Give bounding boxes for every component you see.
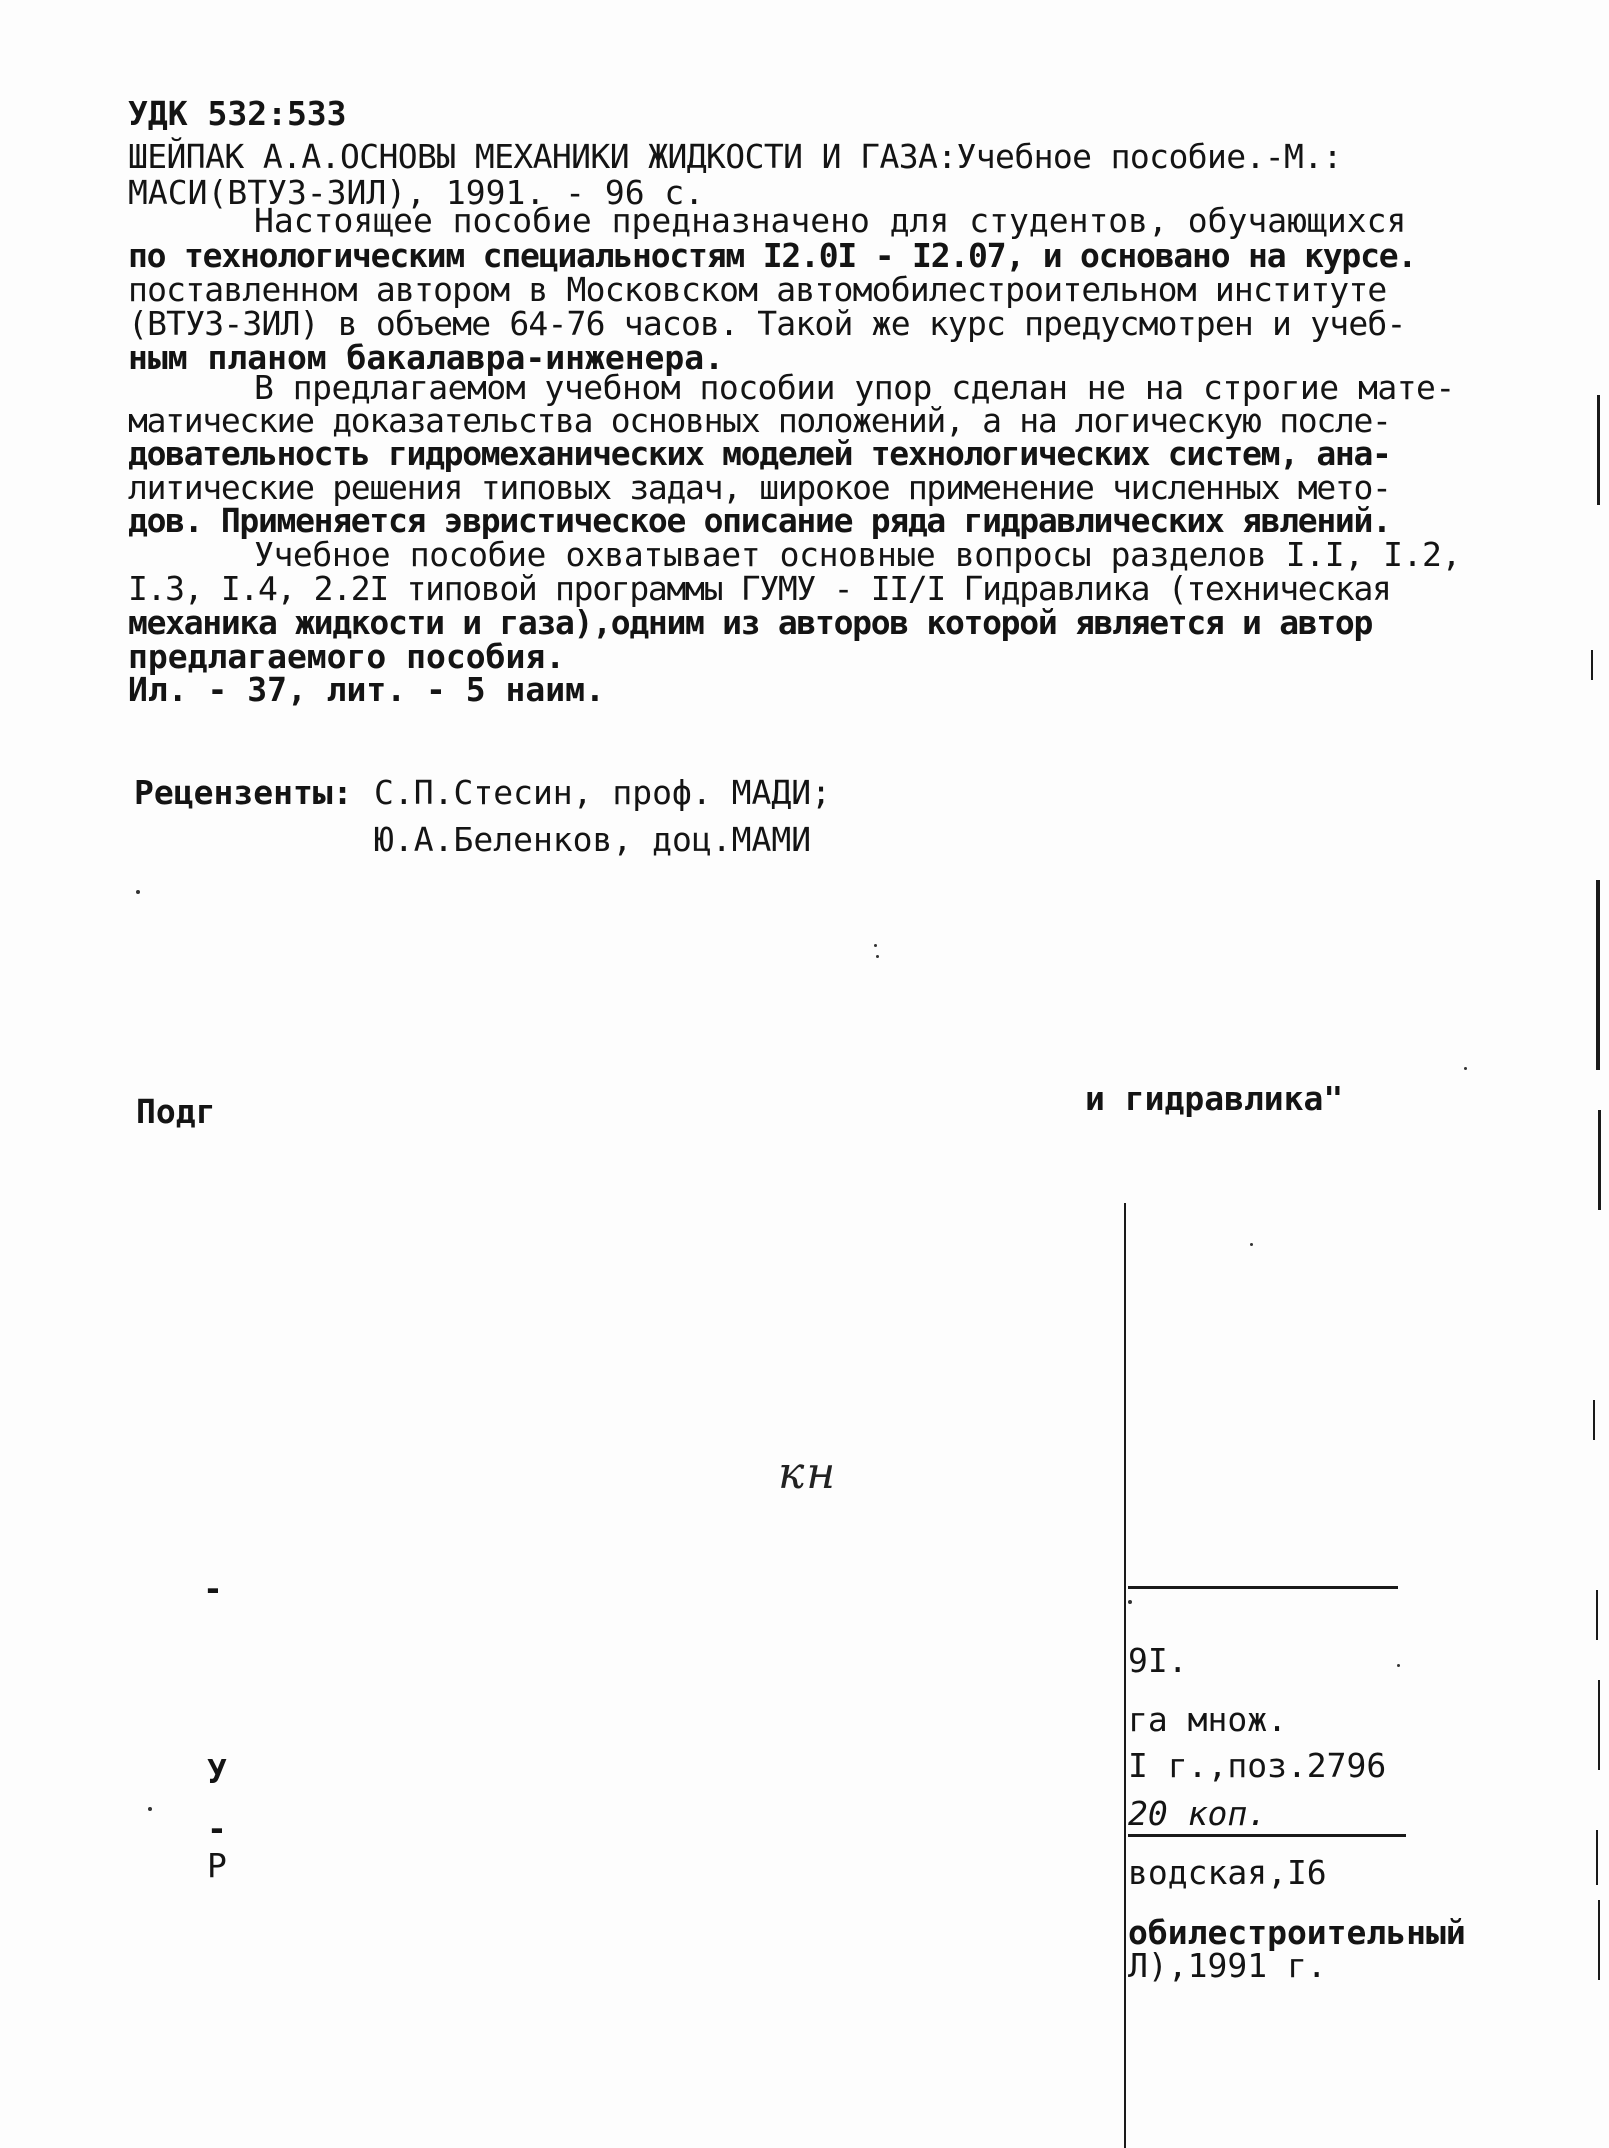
citation-line-1: ШЕЙПАК А.А.ОСНОВЫ МЕХАНИКИ ЖИДКОСТИ И ГАЗА:Учебное пособие.-М.: xyxy=(128,137,1342,176)
scan-edge-mark-7 xyxy=(1598,1680,1600,1770)
imprint-line-6: обилестроительный xyxy=(1128,1913,1466,1952)
imprint-line-7: Л),1991 г. xyxy=(1128,1946,1327,1985)
abstract-line-13: механика жидкости и газа),одним из авторов которой является и автор xyxy=(128,603,1373,642)
abstract-line-12: I.3, I.4, 2.2I типовой программы ГУМУ - II/I Гидравлика (техническая xyxy=(128,569,1391,608)
left-fragment-4: Р xyxy=(207,1846,227,1885)
scan-edge-mark-4 xyxy=(1598,1110,1601,1210)
scan-speck xyxy=(1464,1067,1467,1070)
abstract-line-11: Учебное пособие охватывает основные вопросы разделов I.I, I.2, xyxy=(254,535,1461,574)
scan-edge-mark-6 xyxy=(1596,1590,1598,1640)
abstract-line-4: (ВТУЗ-ЗИЛ) в объеме 64-76 часов. Такой же курс предусмотрен и учеб- xyxy=(128,304,1406,343)
scan-edge-mark-3 xyxy=(1596,880,1600,1070)
prepared-right-fragment: и гидравлика" xyxy=(1085,1079,1344,1118)
scan-edge-mark-1 xyxy=(1597,395,1600,505)
reviewer-2: Ю.А.Беленков, доц.МАМИ xyxy=(374,820,812,859)
left-fragment-1: - xyxy=(203,1569,223,1608)
left-fragment-3: - xyxy=(207,1809,227,1848)
scan-speck xyxy=(1250,1243,1253,1246)
imprint-line-5: водская,I6 xyxy=(1128,1853,1327,1892)
abstract-line-14: предлагаемого пособия. xyxy=(128,637,566,676)
imprint-line-4: 20 коп. xyxy=(1128,1794,1268,1833)
scan-speck xyxy=(136,890,140,894)
imprint-mid-rule xyxy=(1128,1834,1406,1837)
abstract-line-1: Настоящее пособие предназначено для студентов, обучающихся xyxy=(254,201,1407,240)
udk-code: УДК 532:533 xyxy=(128,94,347,133)
scan-edge-mark-9 xyxy=(1598,1900,1600,1980)
abstract-line-6: В предлагаемом учебном пособии упор сделан не на строгие мате- xyxy=(254,368,1455,407)
scan-speck xyxy=(148,1807,152,1811)
imprint-line-2: га множ. xyxy=(1128,1700,1287,1739)
handwritten-mark: кн xyxy=(778,1448,838,1499)
imprint-line-3: I г.,поз.2796 xyxy=(1128,1746,1387,1785)
abstract-line-10: дов. Применяется эвристическое описание ряда гидравлических явлений. xyxy=(128,501,1391,540)
abstract-line-8: довательность гидромеханических моделей технологических систем, ана- xyxy=(128,434,1391,473)
abstract-line-9: литические решения типовых задач, широкое применение численных мето- xyxy=(128,468,1391,507)
abstract-line-15: Ил. - 37, лит. - 5 наим. xyxy=(128,670,605,709)
imprint-line-1: 9I. xyxy=(1128,1641,1188,1680)
citation-line-2: МАСИ(ВТУЗ-ЗИЛ), 1991. - 96 с. xyxy=(128,173,705,212)
left-fragment-2: У xyxy=(207,1752,227,1791)
reviewers-label: Рецензенты: xyxy=(134,773,353,812)
abstract-line-5: ным планом бакалавра-инженера. xyxy=(128,338,725,377)
scan-speck xyxy=(876,955,879,958)
reviewer-1: С.П.Стесин, проф. МАДИ; xyxy=(374,773,831,812)
scan-speck xyxy=(1128,1600,1132,1604)
prepared-left-fragment: Подг xyxy=(136,1092,216,1131)
scan-speck xyxy=(874,944,877,947)
abstract-line-3: поставленном автором в Московском автомобилестроительном институте xyxy=(128,270,1387,309)
scan-edge-mark-2 xyxy=(1591,650,1593,680)
abstract-line-7: матические доказательства основных положений, а на логическую после- xyxy=(128,401,1391,440)
imprint-vertical-rule xyxy=(1124,1203,1126,2148)
imprint-top-rule xyxy=(1128,1586,1398,1589)
scan-edge-mark-8 xyxy=(1596,1830,1598,1885)
scan-edge-mark-5 xyxy=(1593,1400,1595,1440)
scan-speck xyxy=(1397,1664,1400,1667)
abstract-line-2: по технологическим специальностям I2.0I - I2.07, и основано на курсе. xyxy=(128,236,1417,275)
